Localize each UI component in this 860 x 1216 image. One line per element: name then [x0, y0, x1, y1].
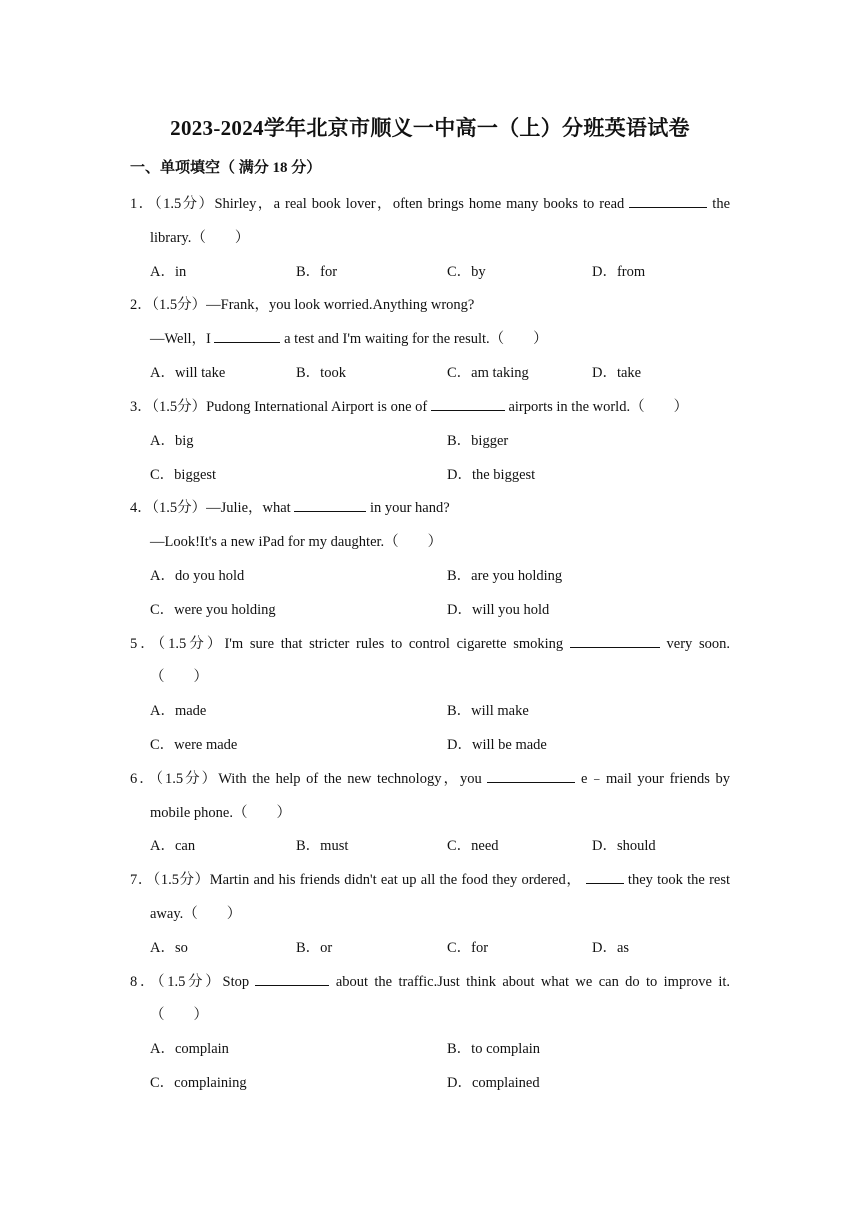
question-5-stem: I'm sure that stricter rules to control cigarette smoking	[224, 636, 564, 652]
question-6-stem-cont: mobile phone.（ ）	[150, 805, 291, 821]
question-7-stem: Martin and his friends didn't eat up all the food they ordered，	[209, 872, 582, 888]
question-2-line-1	[130, 293, 730, 314]
question-3-option-a[interactable]: A．big	[150, 433, 194, 449]
question-7-number: 7．（1.5分）	[130, 872, 210, 888]
question-7-option-d[interactable]: D．as	[592, 940, 630, 956]
question-7-option-b[interactable]: B．or	[296, 940, 333, 956]
question-5-stem-cont: （ ）	[150, 669, 208, 685]
question-2-number: 2．（1.5分）	[130, 297, 207, 313]
question-5-option-d[interactable]: D．will be made	[447, 737, 547, 753]
question-6-line-1	[130, 767, 730, 788]
question-6-option-d[interactable]: D．should	[592, 838, 656, 854]
question-5-line-1	[130, 632, 730, 653]
question-7-line-1	[130, 868, 730, 889]
question-1-stem-end: the	[712, 196, 731, 212]
question-2-option-d[interactable]: D．take	[592, 365, 642, 381]
question-2-line-2	[150, 327, 750, 348]
question-7-blank	[586, 869, 624, 884]
question-1-blank	[629, 193, 707, 208]
question-2-blank	[214, 328, 280, 343]
question-4-blank	[294, 497, 366, 512]
question-8-line-1	[130, 970, 730, 991]
question-1-option-d[interactable]: D．from	[592, 264, 646, 280]
question-7-stem-end: they took the rest	[627, 872, 731, 888]
question-2-option-a[interactable]: A．will take	[150, 365, 226, 381]
question-6-number: 6．（1.5分）	[130, 771, 219, 787]
question-3-stem: Pudong International Airport is one of	[206, 399, 428, 415]
question-5-blank	[570, 633, 660, 648]
question-8-stem-cont: （ ）	[150, 1007, 208, 1023]
question-4-option-c[interactable]: C．were you holding	[150, 602, 276, 618]
question-8-option-a[interactable]: A．complain	[150, 1041, 229, 1057]
question-6-blank	[487, 768, 575, 783]
question-6-option-b[interactable]: B．must	[296, 838, 349, 854]
question-3-option-d[interactable]: D．the biggest	[447, 467, 536, 483]
question-4-stem: —Julie，what	[206, 500, 291, 516]
question-7-stem-cont: away.（ ）	[150, 906, 242, 922]
question-1-line-1	[130, 192, 730, 213]
question-4-line-1	[130, 496, 730, 517]
question-2-stem-c: a test and I'm waiting for the result.（ ）	[284, 331, 548, 347]
question-8-option-d[interactable]: D．complained	[447, 1075, 540, 1091]
question-4-option-b[interactable]: B．are you holding	[447, 568, 563, 584]
question-5-stem-end: very soon.	[666, 636, 731, 652]
question-7-option-a[interactable]: A．so	[150, 940, 188, 956]
question-1-option-b[interactable]: B．for	[296, 264, 338, 280]
question-6-option-a[interactable]: A．can	[150, 838, 196, 854]
question-8-blank	[255, 971, 329, 986]
question-1-option-a[interactable]: A．in	[150, 264, 187, 280]
question-3-option-c[interactable]: C．biggest	[150, 467, 217, 483]
question-4-option-d[interactable]: D．will you hold	[447, 602, 550, 618]
question-1-stem: Shirley，a real book lover，often brings home many books to read	[214, 196, 625, 212]
question-8-option-c[interactable]: C．complaining	[150, 1075, 247, 1091]
question-2-option-c[interactable]: C．am taking	[447, 365, 529, 381]
question-8-stem-end: about the traffic.Just think about what we can do to improve it.	[335, 974, 731, 990]
section-heading: 一、单项填空（ 满分 18 分）	[130, 160, 322, 176]
question-6-option-c[interactable]: C．need	[447, 838, 499, 854]
question-6-stem: With the help of the new technology，you	[218, 771, 482, 787]
question-2-option-b[interactable]: B．took	[296, 365, 346, 381]
question-2-stem-b: —Well，I	[150, 331, 211, 347]
question-1-number: 1．（1.5分）	[130, 196, 215, 212]
question-4-number: 4．（1.5分）	[130, 500, 207, 516]
question-1-option-c[interactable]: C．by	[447, 264, 486, 280]
question-6-stem-end: e﹣mail your friends by	[581, 771, 731, 787]
question-5-option-b[interactable]: B．will make	[447, 703, 529, 719]
question-7-option-c[interactable]: C．for	[447, 940, 489, 956]
question-3-blank	[431, 396, 505, 411]
question-5-number: 5．（1.5分）	[130, 636, 225, 652]
question-3-line-1	[130, 395, 730, 416]
question-8-number: 8．（1.5分）	[130, 974, 223, 990]
question-4-option-a[interactable]: A．do you hold	[150, 568, 245, 584]
question-3-stem-end: airports in the world.（ ）	[508, 399, 689, 415]
page-title: 2023-2024学年北京市顺义一中高一（上）分班英语试卷	[170, 116, 690, 140]
question-5-option-a[interactable]: A．made	[150, 703, 207, 719]
question-4-stem-cont: —Look!It's a new iPad for my daughter.（ ）	[150, 534, 443, 550]
question-2-stem: —Frank，you look worried.Anything wrong?	[206, 297, 475, 313]
question-8-option-b[interactable]: B．to complain	[447, 1041, 541, 1057]
question-1-stem-cont: library.（ ）	[150, 230, 250, 246]
question-4-stem-end: in your hand?	[369, 500, 450, 516]
question-8-stem: Stop	[222, 974, 250, 990]
question-3-option-b[interactable]: B．bigger	[447, 433, 509, 449]
question-5-option-c[interactable]: C．were made	[150, 737, 238, 753]
question-3-number: 3．（1.5分）	[130, 399, 207, 415]
